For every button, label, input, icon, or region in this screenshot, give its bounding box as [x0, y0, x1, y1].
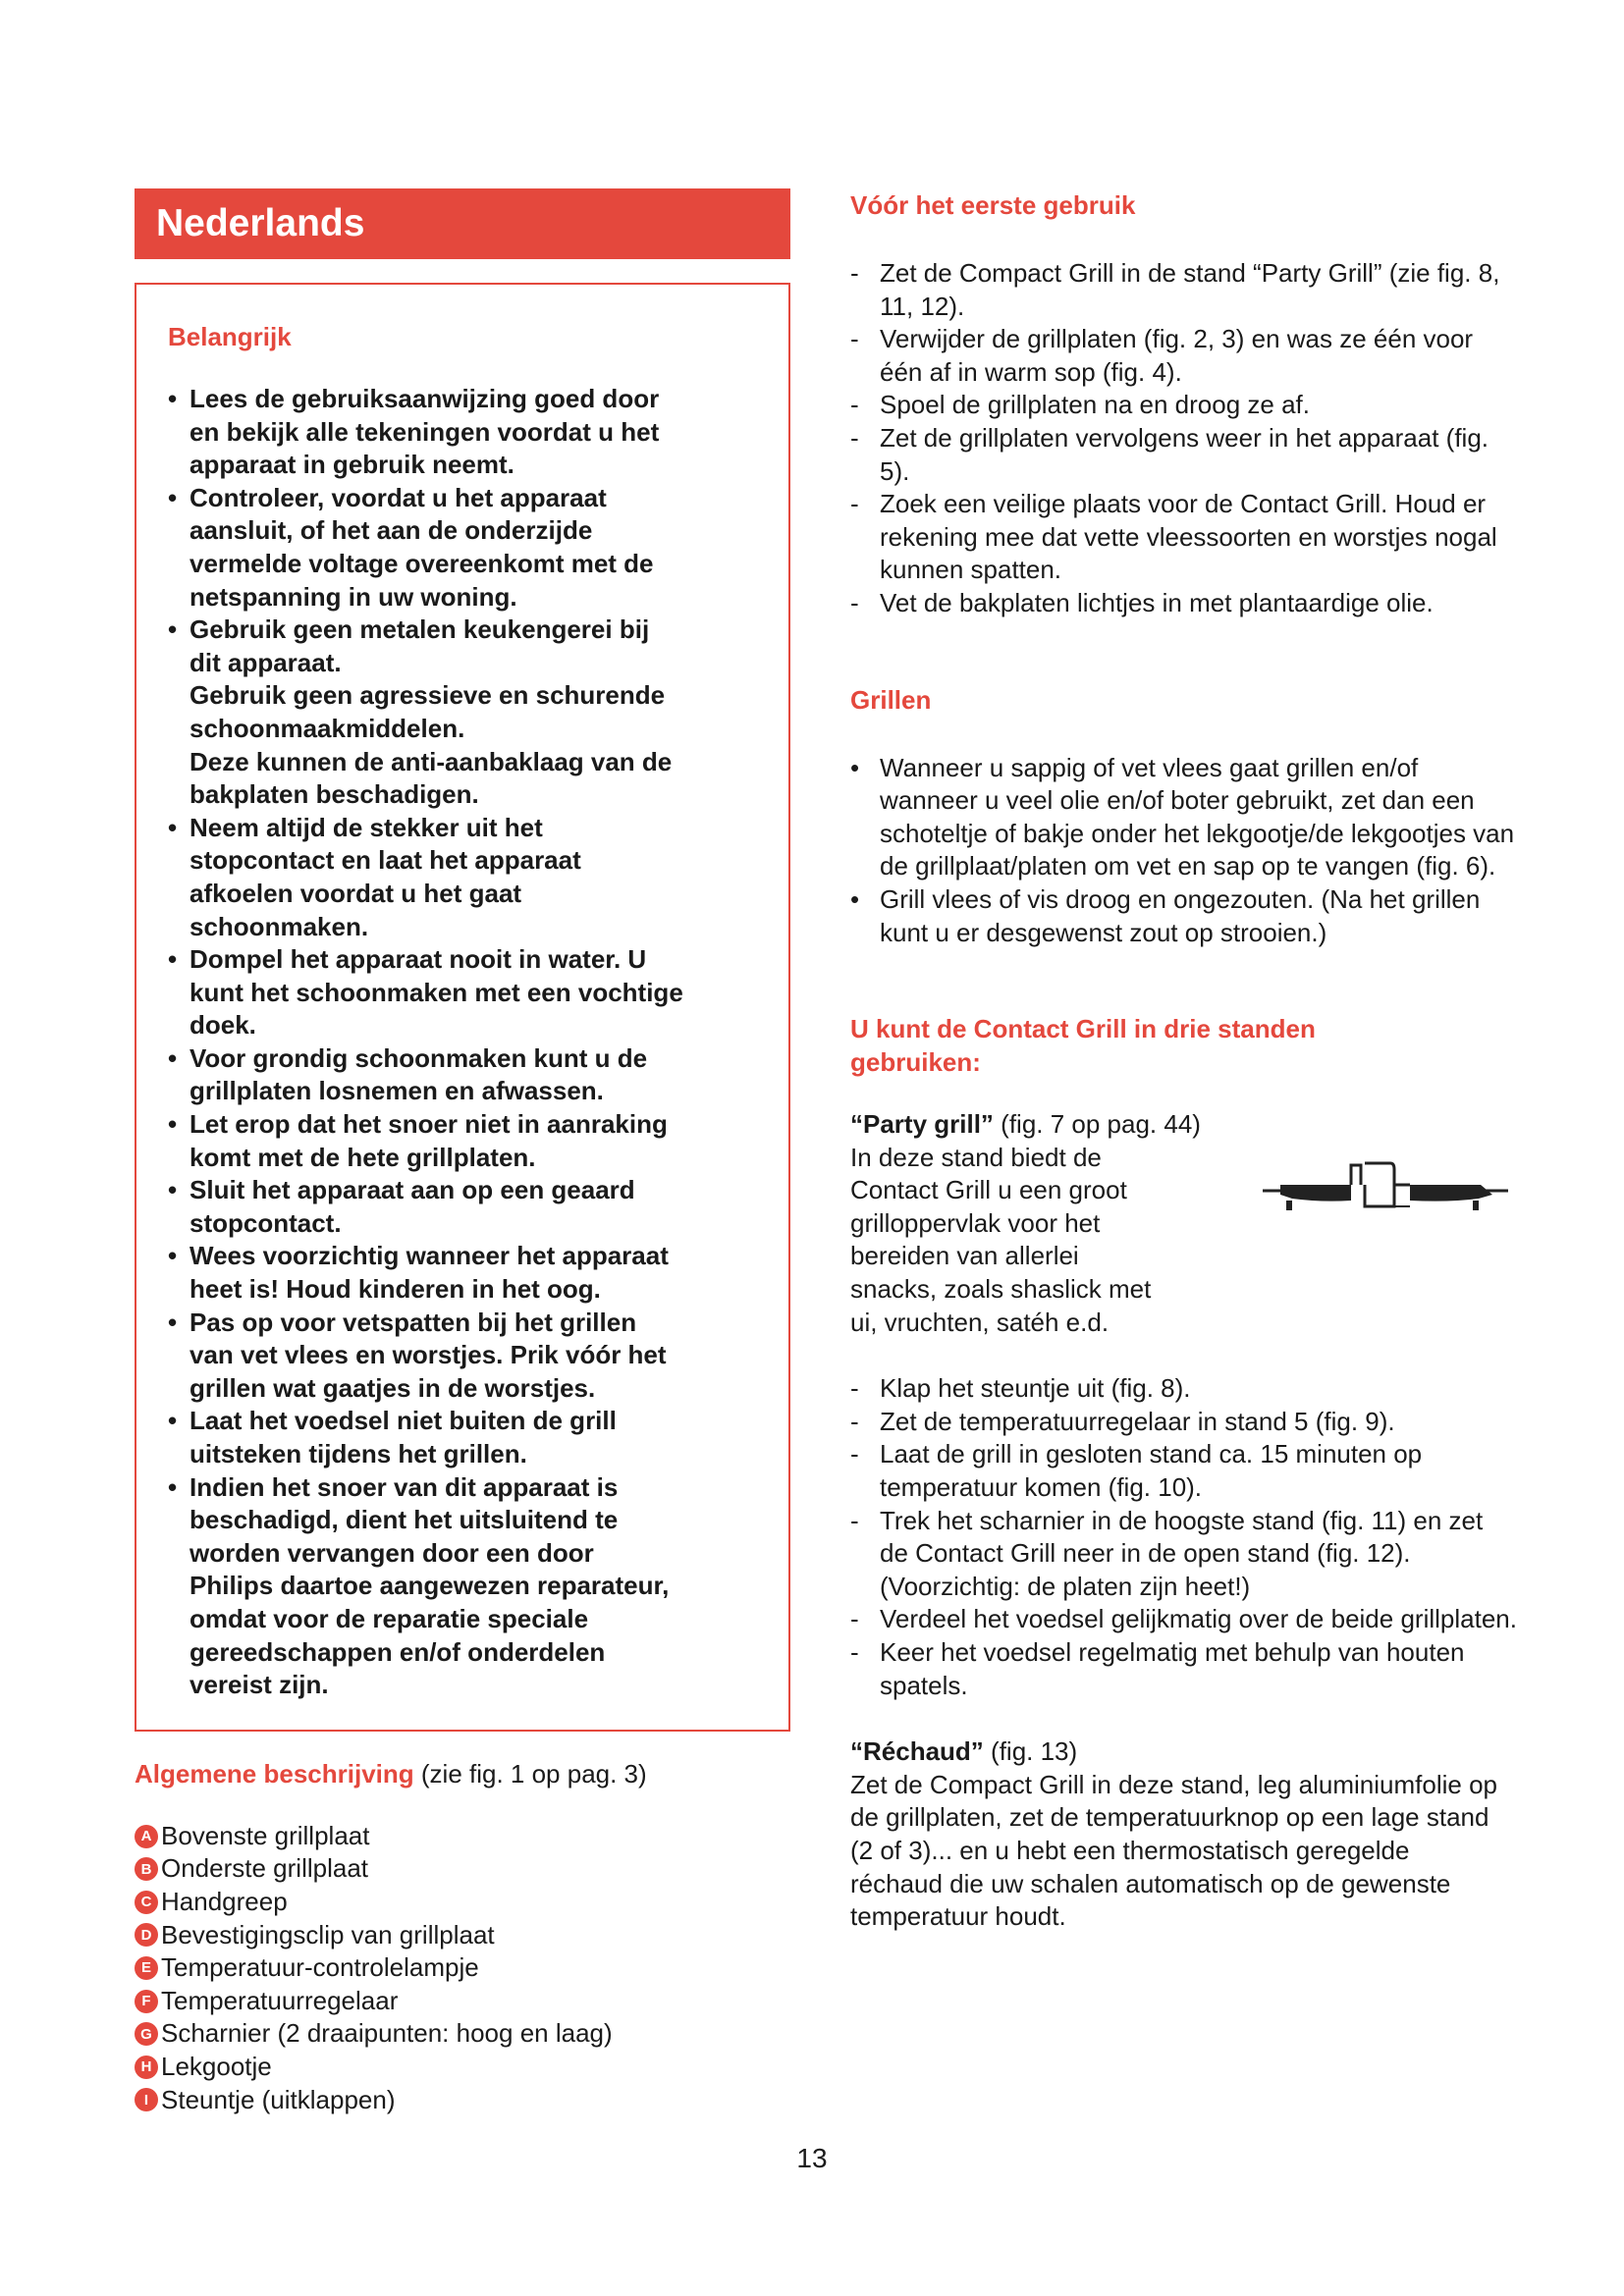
part-item — [135, 2051, 790, 2084]
important-item: afkoelen voordat u het gaat — [189, 878, 522, 908]
important-item: worden vervangen door een door — [189, 1537, 594, 1568]
important-item: komt met de hete grillplaten. — [189, 1142, 536, 1172]
party-grill-reference: (fig. 7 op pag. 44) — [993, 1109, 1201, 1140]
part-label: Bevestigingsclip van grillplaat — [161, 1919, 495, 1949]
page-number: 13 — [796, 2143, 828, 2173]
rechaud-reference: (fig. 13) — [983, 1736, 1078, 1767]
important-item: grillen wat gaatjes in de worstjes. — [189, 1372, 596, 1403]
important-item: gereedschappen en/of onderdelen — [189, 1636, 606, 1667]
important-item: aansluit, of het aan de onderzijde — [189, 515, 593, 546]
first-use-list — [850, 257, 1518, 620]
party-grill-step: - Laat de grill in gesloten stand ca. 15 minuten op temperatuur komen (fig. 10). — [850, 1438, 1518, 1504]
grilling-item: • Wanneer u sappig of vet vlees gaat grillen en/of wanneer u veel olie en/of boter gebruikt, zet dan een schoteltje of bakje onder het lekgootje/de lekgootjes van de grillplaat/platen om vet en sap op te vangen (fig. 6). — [850, 752, 1518, 883]
party-grill-step: - Keer het voedsel regelmatig met behulp van houten spatels. — [850, 1636, 1518, 1702]
parts-list — [135, 1820, 790, 2116]
important-item: • Sluit het apparaat aan op een geaard — [168, 1174, 765, 1207]
important-item: Gebruik geen agressieve en schurende — [189, 680, 666, 711]
part-label: Scharnier (2 draaipunten: hoog en laag) — [161, 2018, 613, 2049]
part-letter-badge: G — [135, 2022, 158, 2046]
important-item: • Controleer, voordat u het apparaat — [168, 482, 765, 515]
part-item — [135, 1919, 790, 1952]
important-item: • Laat het voedsel niet buiten de grill — [168, 1405, 765, 1438]
important-item: vermelde voltage overeenkomt met de — [189, 548, 654, 578]
description-heading — [135, 1757, 790, 1790]
important-item: heet is! Houd kinderen in het oog. — [189, 1274, 601, 1305]
part-letter-badge: A — [135, 1825, 158, 1848]
important-item: beschadigd, dient het uitsluitend te — [189, 1505, 619, 1535]
part-label: Lekgootje — [161, 2051, 272, 2081]
important-item: bakplaten beschadigen. — [189, 779, 479, 810]
positions-heading — [850, 1012, 1518, 1079]
party-grill-block — [850, 1108, 1518, 1339]
important-item: • Wees voorzichtig wanneer het apparaat — [168, 1240, 765, 1273]
part-item — [135, 1951, 790, 1985]
important-item: • Dompel het apparaat nooit in water. U — [168, 943, 765, 977]
important-item: Deze kunnen de anti-aanbaklaag van de — [189, 746, 673, 776]
positions-heading-line1: U kunt de Contact Grill in drie standen — [850, 1014, 1316, 1044]
language-banner: Nederlands — [135, 188, 790, 259]
important-item: doek. — [189, 1010, 256, 1041]
important-item: • Let erop dat het snoer niet in aanraking — [168, 1108, 765, 1142]
part-label: Steuntje (uitklappen) — [161, 2084, 396, 2114]
description-title: Algemene beschrijving — [135, 1758, 414, 1789]
party-grill-line: snacks, zoals shaslick met — [850, 1274, 1152, 1305]
party-grill-step: - Klap het steuntje uit (fig. 8). — [850, 1372, 1518, 1406]
important-item: stopcontact en laat het apparaat — [189, 845, 581, 876]
party-grill-steps — [850, 1372, 1518, 1702]
important-heading: Belangrijk — [168, 322, 292, 351]
important-item: van vet vlees en worstjes. Prik vóór het — [189, 1340, 667, 1370]
part-letter-badge: I — [135, 2088, 158, 2111]
party-grill-heading — [850, 1108, 1518, 1142]
important-item: Philips daartoe aangewezen reparateur, — [189, 1571, 670, 1601]
important-item: • Neem altijd de stekker uit het — [168, 812, 765, 845]
part-item — [135, 2017, 790, 2051]
first-use-item: - Zet de Compact Grill in de stand “Party Grill” (zie fig. 8, 11, 12). — [850, 257, 1518, 323]
important-item: schoonmaakmiddelen. — [189, 713, 465, 743]
important-item: grillplaten losnemen en afwassen. — [189, 1076, 604, 1106]
part-item — [135, 1886, 790, 1919]
part-letter-badge: D — [135, 1923, 158, 1947]
grilling-heading: Grillen — [850, 684, 932, 715]
important-item: • Pas op voor vetspatten bij het grillen — [168, 1307, 765, 1340]
important-item: netspanning in uw woning. — [189, 581, 517, 612]
first-use-item: - Spoel de grillplaten na en droog ze af. — [850, 389, 1518, 422]
part-item — [135, 1985, 790, 2018]
right-column — [850, 188, 1518, 1934]
part-label: Handgreep — [161, 1886, 288, 1916]
first-use-item: - Vet de bakplaten lichtjes in met plantaardige olie. — [850, 587, 1518, 620]
part-letter-badge: F — [135, 1990, 158, 2013]
part-item — [135, 2084, 790, 2117]
important-item: • Lees de gebruiksaanwijzing goed door — [168, 383, 765, 416]
important-list — [168, 383, 765, 1702]
important-box — [135, 283, 790, 1732]
part-label: Bovenste grillplaat — [161, 1820, 370, 1850]
first-use-heading: Vóór het eerste gebruik — [850, 190, 1136, 220]
important-item: stopcontact. — [189, 1207, 342, 1238]
rechaud-text: Zet de Compact Grill in deze stand, leg aluminiumfolie op de grillplaten, zet de temperatuurknop op een lage stand (2 of 3)... en u hebt een thermostatisch geregelde réchaud die uw schalen automatisch op de gewenste temperatuur houdt. — [850, 1769, 1497, 1932]
part-label: Temperatuur-controlelampje — [161, 1952, 479, 1983]
part-label: Onderste grillplaat — [161, 1853, 368, 1884]
party-grill-line: grilloppervlak voor het — [850, 1207, 1101, 1238]
party-grill-line: ui, vruchten, satéh e.d. — [850, 1307, 1110, 1337]
first-use-item: - Zet de grillplaten vervolgens weer in het apparaat (fig. 5). — [850, 422, 1518, 488]
grilling-item: • Grill vlees of vis droog en ongezouten. (Na het grillen kunt u er desgewenst zout op strooien.) — [850, 883, 1518, 949]
party-grill-line: In deze stand biedt de — [850, 1142, 1102, 1172]
description-reference: (zie fig. 1 op pag. 3) — [413, 1758, 647, 1789]
grilling-list — [850, 752, 1518, 950]
important-item: apparaat in gebruik neemt. — [189, 450, 514, 480]
positions-heading-line2: gebruiken: — [850, 1047, 981, 1078]
important-item: • Gebruik geen metalen keukengerei bij — [168, 614, 765, 647]
party-grill-line: Contact Grill u een groot — [850, 1175, 1127, 1205]
first-use-item: - Verwijder de grillplaten (fig. 2, 3) en was ze één voor één af in warm sop (fig. 4). — [850, 323, 1518, 389]
important-item: vereist zijn. — [189, 1670, 329, 1700]
rechaud-heading — [850, 1735, 1518, 1769]
important-item: uitsteken tijdens het grillen. — [189, 1439, 527, 1468]
left-column — [135, 188, 790, 2116]
important-item: schoonmaken. — [189, 911, 369, 941]
grill-open-icon — [1263, 1155, 1508, 1234]
party-grill-title: “Party grill” — [850, 1109, 994, 1140]
part-letter-badge: E — [135, 1956, 158, 1980]
party-grill-step: - Trek het scharnier in de hoogste stand (fig. 11) en zet de Contact Grill neer in de open stand (fig. 12). (Voorzichtig: de platen zijn heet!) — [850, 1505, 1518, 1604]
rechaud-title: “Réchaud” — [850, 1736, 984, 1767]
part-letter-badge: C — [135, 1891, 158, 1914]
rechaud-block — [850, 1735, 1518, 1934]
part-label: Temperatuurregelaar — [161, 1985, 399, 2015]
important-item: • Indien het snoer van dit apparaat is — [168, 1471, 765, 1505]
first-use-item: - Zoek een veilige plaats voor de Contact Grill. Houd er rekening mee dat vette vleessoorten en worstjes nogal kunnen spatten. — [850, 488, 1518, 587]
part-letter-badge: H — [135, 2056, 158, 2079]
part-item — [135, 1820, 790, 1853]
important-item: en bekijk alle tekeningen voordat u het — [189, 416, 660, 447]
part-item — [135, 1852, 790, 1886]
important-item: dit apparaat. — [189, 647, 342, 677]
party-grill-step: - Verdeel het voedsel gelijkmatig over de beide grillplaten. — [850, 1603, 1518, 1636]
important-item: • Voor grondig schoonmaken kunt u de — [168, 1042, 765, 1076]
party-grill-line: bereiden van allerlei — [850, 1241, 1079, 1271]
important-item: kunt het schoonmaken met een vochtige — [189, 977, 683, 1007]
important-item: omdat voor de reparatie speciale — [189, 1603, 589, 1633]
part-letter-badge: B — [135, 1857, 158, 1881]
party-grill-step: - Zet de temperatuurregelaar in stand 5 (fig. 9). — [850, 1406, 1518, 1439]
